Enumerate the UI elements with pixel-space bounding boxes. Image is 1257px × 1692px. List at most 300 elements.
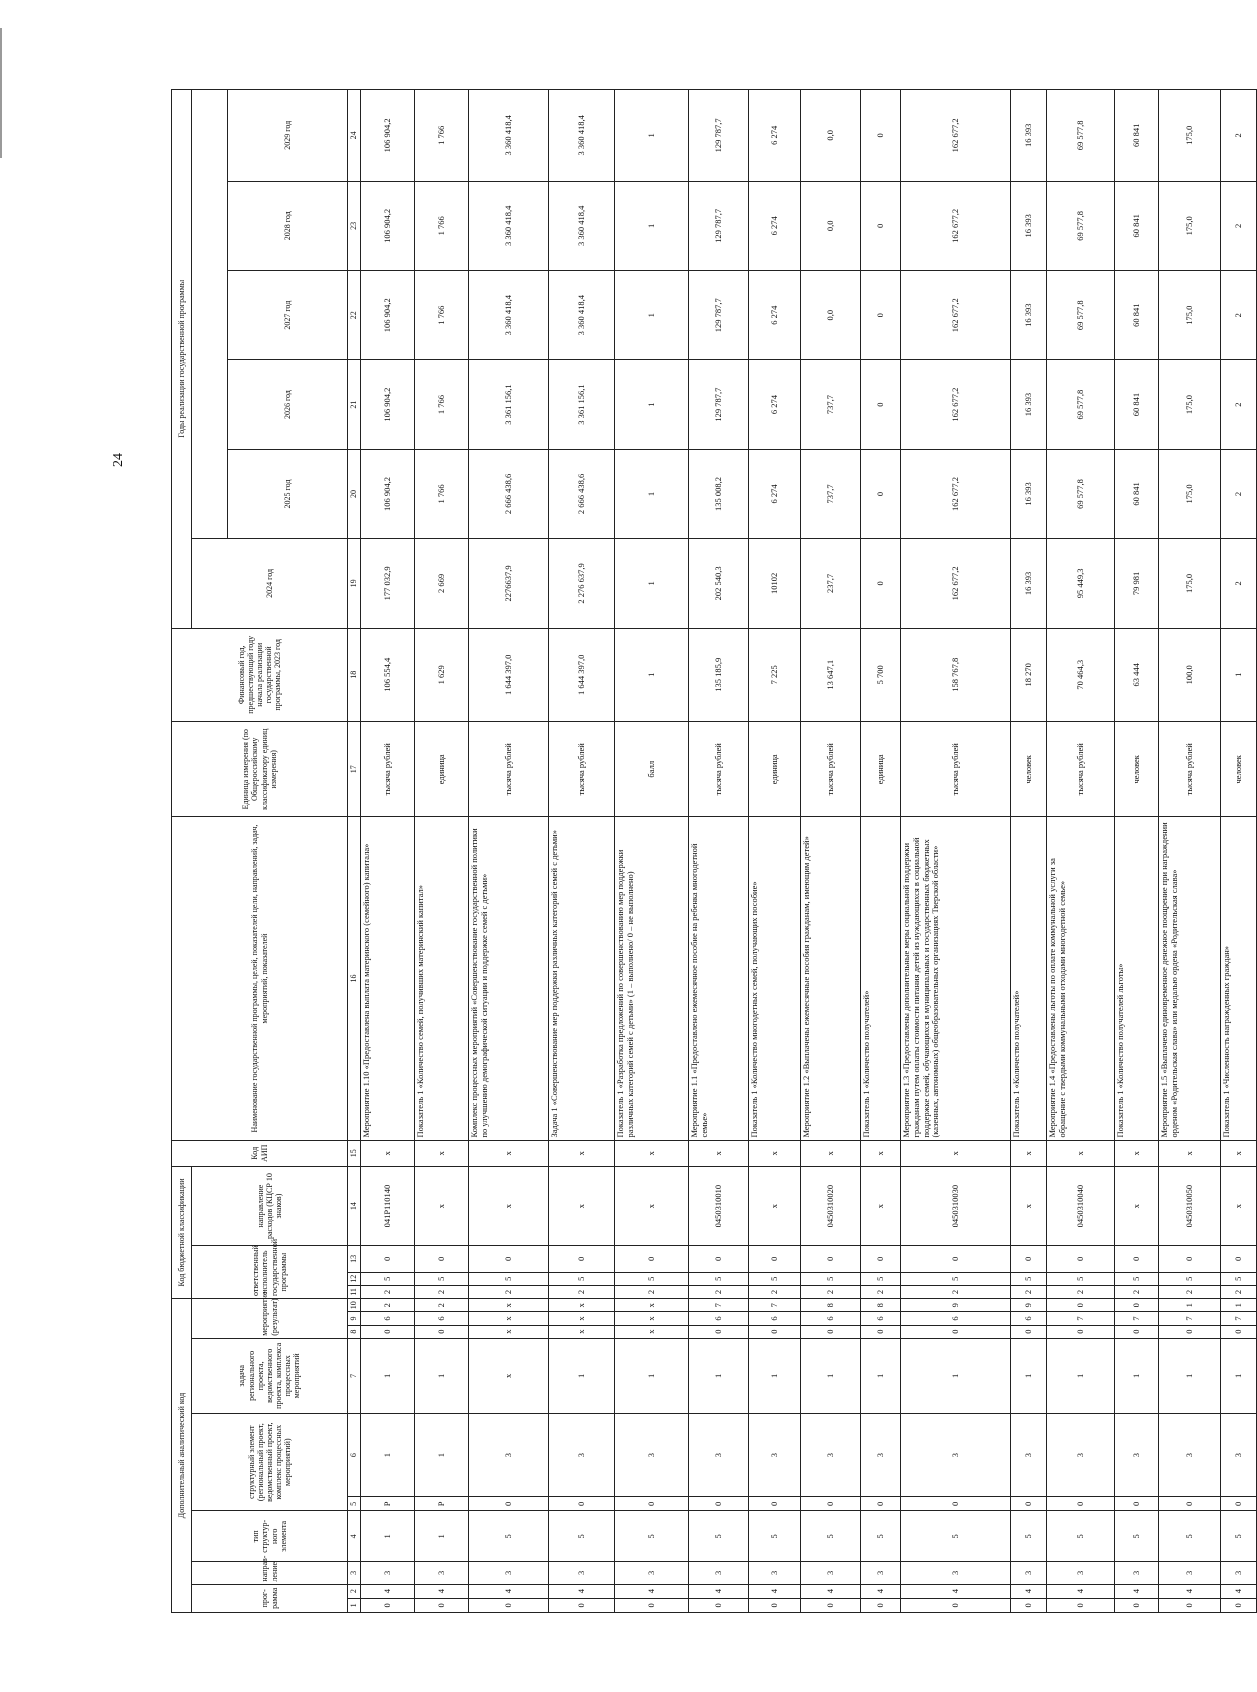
code-cell: 3 (1115, 1562, 1159, 1584)
code-cell: 5 (901, 1272, 1011, 1285)
code-cell: 3 (615, 1562, 689, 1584)
code-cell: 6 (689, 1312, 749, 1325)
row-year-value: 0,0 (801, 90, 861, 182)
row-unit: человек (1221, 722, 1257, 817)
code-cell: 0 (549, 1598, 615, 1612)
code-cell: 0 (1221, 1246, 1257, 1272)
code-cell: 6 (861, 1312, 901, 1325)
code-cell: х (415, 1166, 469, 1245)
code-cell: 5 (861, 1511, 901, 1562)
row-year-value: 3 360 418,4 (549, 181, 615, 270)
code-cell: 0 (901, 1598, 1011, 1612)
code-cell: х (469, 1338, 549, 1413)
code-cell: 0 (469, 1246, 549, 1272)
code-cell: х (469, 1166, 549, 1245)
code-cell: 2 (1047, 1285, 1115, 1298)
code-cell: 0 (361, 1598, 415, 1612)
code-cell: 6 (415, 1312, 469, 1325)
header-structural-element: структурный элемент (региональный проект, ведомственный проект, комплекс процессных мероприятий) (192, 1413, 348, 1511)
code-cell: 4 (689, 1584, 749, 1598)
header-year-2029: 2029 год (228, 90, 348, 182)
code-cell: 0 (1115, 1497, 1159, 1511)
row-year-value: 106 904,2 (361, 90, 415, 182)
code-cell: 2 (415, 1285, 469, 1298)
code-cell: 0 (1047, 1598, 1115, 1612)
code-cell: 0 (549, 1497, 615, 1511)
header-program: прог-рамма (192, 1584, 348, 1612)
code-cell: 5 (361, 1272, 415, 1285)
column-number: 11 (348, 1285, 361, 1298)
column-number: 17 (348, 722, 361, 817)
rotated-page (171, 89, 1243, 1613)
code-cell: 0 (901, 1497, 1011, 1511)
row-name: Показатель 1 «Количество семей, получивших материнский капитал» (415, 817, 469, 1140)
row-year-value: 1 766 (415, 181, 469, 270)
code-cell: 0 (1047, 1497, 1115, 1511)
code-cell: х (1115, 1166, 1159, 1245)
code-cell: 0 (615, 1246, 689, 1272)
code-cell: х (861, 1140, 901, 1166)
code-cell: 0 (801, 1497, 861, 1511)
column-number: 22 (348, 271, 361, 360)
row-unit: тысяча рублей (549, 722, 615, 817)
code-cell: 5 (749, 1272, 801, 1285)
row-year-value: 3 361 156,1 (469, 360, 549, 449)
row-unit: балл (615, 722, 689, 817)
row-year-value: 0,0 (801, 271, 861, 360)
column-number-row (348, 90, 361, 1613)
row-unit: тысяча рублей (901, 722, 1011, 817)
header-year-2028: 2028 год (228, 181, 348, 270)
code-cell: х (1011, 1140, 1047, 1166)
code-cell: х (749, 1166, 801, 1245)
row-year-value: 177 032,9 (361, 539, 415, 628)
row-year-value: 69 577,8 (1047, 360, 1115, 449)
row-year-value: 16 393 (1011, 539, 1047, 628)
code-cell: 0 (1159, 1497, 1221, 1511)
code-cell: 1 (361, 1511, 415, 1562)
code-cell: 0 (749, 1598, 801, 1612)
code-cell: 0 (749, 1246, 801, 1272)
row-name: Мероприятие 1.1 «Предоставлено ежемесячное пособие на ребенка многодетной семье» (689, 817, 749, 1140)
code-cell: 3 (861, 1413, 901, 1496)
column-number: 7 (348, 1338, 361, 1413)
row-year-value: 2 666 438,6 (549, 449, 615, 538)
code-cell: 2 (1159, 1285, 1221, 1298)
code-cell: 1 (361, 1413, 415, 1496)
table-row (1011, 90, 1047, 1613)
row-unit: единица (415, 722, 469, 817)
code-cell: 3 (1047, 1413, 1115, 1496)
row-year-value: 0 (861, 271, 901, 360)
code-cell: 0 (801, 1325, 861, 1338)
row-year-value: 2 (1221, 271, 1257, 360)
code-cell: 1 (901, 1338, 1011, 1413)
code-cell: 5 (549, 1511, 615, 1562)
code-cell: 4 (415, 1584, 469, 1598)
column-number: 13 (348, 1246, 361, 1272)
code-cell: 5 (1047, 1272, 1115, 1285)
header-aip-code: Код АИП (172, 1140, 348, 1166)
row-year-value: 175,0 (1159, 539, 1221, 628)
row-year-value: 0,0 (801, 181, 861, 270)
code-cell: 3 (861, 1562, 901, 1584)
row-year-value: 1 (615, 90, 689, 182)
row-name: Показатель 1 «Количество получателей льготы» (1115, 817, 1159, 1140)
row-name: Показатель 1 «Количество многодетных семей, получающих пособие» (749, 817, 801, 1140)
row-year-value: 16 393 (1011, 271, 1047, 360)
code-cell: х (469, 1312, 549, 1325)
column-number: 9 (348, 1312, 361, 1325)
code-cell: 5 (689, 1511, 749, 1562)
code-cell: 0450310050 (1159, 1166, 1221, 1245)
row-fin-year-value: 158 767,8 (901, 628, 1011, 721)
row-year-value: 0 (861, 181, 901, 270)
code-cell: 1 (549, 1338, 615, 1413)
row-year-value: 16 393 (1011, 449, 1047, 538)
header-budget-code: Код бюджетной классификации (172, 1166, 192, 1298)
code-cell: 0 (469, 1598, 549, 1612)
row-year-value: 2 (1221, 539, 1257, 628)
code-cell: 4 (1115, 1584, 1159, 1598)
code-cell: 5 (1221, 1511, 1257, 1562)
code-cell: х (749, 1140, 801, 1166)
code-cell: 041Р110140 (361, 1166, 415, 1245)
row-fin-year-value: 1 629 (415, 628, 469, 721)
code-cell: 1 (1221, 1299, 1257, 1312)
code-cell: 0 (801, 1246, 861, 1272)
column-number: 19 (348, 539, 361, 628)
code-cell: 0 (415, 1246, 469, 1272)
row-year-value: 69 577,8 (1047, 90, 1115, 182)
row-year-value: 106 904,2 (361, 181, 415, 270)
table-row (549, 90, 615, 1613)
code-cell: 5 (749, 1511, 801, 1562)
code-cell: 0 (1159, 1598, 1221, 1612)
code-cell: 6 (1011, 1312, 1047, 1325)
row-year-value: 2 (1221, 90, 1257, 182)
code-cell: 0 (1011, 1246, 1047, 1272)
row-year-value: 2 666 438,6 (469, 449, 549, 538)
column-number: 12 (348, 1272, 361, 1285)
column-number: 4 (348, 1511, 361, 1562)
row-year-value: 6 274 (749, 181, 801, 270)
header-additional-code: Дополнительный аналитический код (172, 1299, 192, 1613)
code-cell: 0 (1221, 1325, 1257, 1338)
code-cell: 0 (861, 1497, 901, 1511)
code-cell: х (361, 1140, 415, 1166)
table-row (801, 90, 861, 1613)
code-cell: 0 (1115, 1325, 1159, 1338)
row-year-value: 3 360 418,4 (549, 90, 615, 182)
row-unit: тысяча рублей (801, 722, 861, 817)
row-year-value: 129 787,7 (689, 360, 749, 449)
row-year-value: 135 008,2 (689, 449, 749, 538)
header-task: задача регионального проекта, ведомственного проекта, комплекса процессных мероприятий (192, 1338, 348, 1413)
code-cell: х (469, 1299, 549, 1312)
table-row (615, 90, 689, 1613)
row-year-value: 2 276 637,9 (549, 539, 615, 628)
code-cell: 6 (361, 1312, 415, 1325)
code-cell: 0 (689, 1325, 749, 1338)
code-cell: 5 (1159, 1272, 1221, 1285)
table-row (1047, 90, 1115, 1613)
code-cell: 3 (361, 1562, 415, 1584)
code-cell: 0 (801, 1598, 861, 1612)
row-year-value: 1 (615, 181, 689, 270)
code-cell: 0 (1159, 1325, 1221, 1338)
code-cell: 3 (1159, 1562, 1221, 1584)
header-name: Наименование государственной программы, целей, показателей цели, направлений, задач, мероприятий, показателей (172, 817, 348, 1140)
code-cell: 3 (901, 1562, 1011, 1584)
header-direction: направ-ление (192, 1562, 348, 1584)
code-cell: 5 (1115, 1511, 1159, 1562)
row-year-value: 60 841 (1115, 360, 1159, 449)
column-number: 23 (348, 181, 361, 270)
row-unit: тысяча рублей (469, 722, 549, 817)
row-year-value: 3 360 418,4 (549, 271, 615, 360)
code-cell: 3 (1011, 1413, 1047, 1496)
code-cell: 2 (1011, 1285, 1047, 1298)
code-cell: 7 (749, 1299, 801, 1312)
row-unit: единица (861, 722, 901, 817)
column-number: 8 (348, 1325, 361, 1338)
code-cell: х (615, 1140, 689, 1166)
code-cell: 0 (749, 1497, 801, 1511)
row-year-value: 175,0 (1159, 449, 1221, 538)
code-cell: 0 (469, 1497, 549, 1511)
code-cell: 0 (615, 1598, 689, 1612)
code-cell: 0450310040 (1047, 1166, 1115, 1245)
code-cell: х (549, 1166, 615, 1245)
table-row (469, 90, 549, 1613)
table-row (749, 90, 801, 1613)
code-cell: 7 (689, 1299, 749, 1312)
code-cell: х (549, 1299, 615, 1312)
row-unit: тысяча рублей (361, 722, 415, 817)
code-cell: 1 (1047, 1338, 1115, 1413)
header-year-2025: 2025 год (228, 449, 348, 538)
header-fin-year: Финансовый год, предшествующий году начала реализации государственной программы, 2023 год (172, 628, 348, 721)
column-number: 6 (348, 1413, 361, 1496)
row-year-value: 162 677,2 (901, 90, 1011, 182)
code-cell: 0 (1115, 1299, 1159, 1312)
code-cell: 0 (901, 1246, 1011, 1272)
row-unit: тысяча рублей (689, 722, 749, 817)
row-year-value: 1 (615, 271, 689, 360)
row-year-value: 175,0 (1159, 271, 1221, 360)
code-cell: 3 (1221, 1562, 1257, 1584)
header-year-2027: 2027 год (228, 271, 348, 360)
row-year-value: 3 360 418,4 (469, 181, 549, 270)
row-year-value: 0 (861, 539, 901, 628)
code-cell: 1 (801, 1338, 861, 1413)
code-cell: 4 (749, 1584, 801, 1598)
code-cell: 4 (469, 1584, 549, 1598)
code-cell: 3 (1159, 1413, 1221, 1496)
column-number: 14 (348, 1166, 361, 1245)
code-cell: х (861, 1166, 901, 1245)
row-fin-year-value: 63 444 (1115, 628, 1159, 721)
column-number: 21 (348, 360, 361, 449)
code-cell: 0 (1115, 1598, 1159, 1612)
code-cell: 3 (689, 1562, 749, 1584)
code-cell: 9 (901, 1299, 1011, 1312)
row-name: Показатель 1 «Разработка предложений по совершенствованию мер поддержки различных категорий семей с детьми» (1 – выполнено/ 0 – не выполнено) (615, 817, 689, 1140)
row-year-value: 129 787,7 (689, 271, 749, 360)
code-cell: 0 (861, 1598, 901, 1612)
code-cell: 2 (801, 1285, 861, 1298)
code-cell: х (689, 1140, 749, 1166)
header-executor: ответственный исполнитель государственной программы (192, 1246, 348, 1299)
code-cell: 3 (1221, 1413, 1257, 1496)
row-name: Показатель 1 «Количество получателей» (1011, 817, 1047, 1140)
row-year-value: 6 274 (749, 271, 801, 360)
code-cell: 4 (1221, 1584, 1257, 1598)
header-years-spacer (192, 90, 228, 539)
scan-edge-mark-top (0, 28, 2, 158)
code-cell: 3 (1047, 1562, 1115, 1584)
code-cell: 5 (469, 1272, 549, 1285)
row-fin-year-value: 5 700 (861, 628, 901, 721)
code-cell: 2 (361, 1299, 415, 1312)
row-year-value: 1 766 (415, 90, 469, 182)
code-cell: 2 (615, 1285, 689, 1298)
code-cell: х (1011, 1166, 1047, 1245)
code-cell: 2 (415, 1299, 469, 1312)
code-cell: 1 (361, 1338, 415, 1413)
code-cell: 0 (1115, 1246, 1159, 1272)
code-cell: 3 (549, 1562, 615, 1584)
row-year-value: 10102 (749, 539, 801, 628)
code-cell: 0 (1047, 1246, 1115, 1272)
code-cell: 1 (749, 1338, 801, 1413)
code-cell: 1 (415, 1413, 469, 1496)
code-cell: 5 (1011, 1511, 1047, 1562)
code-cell: 4 (549, 1584, 615, 1598)
code-cell: 6 (749, 1312, 801, 1325)
code-cell: 3 (689, 1413, 749, 1496)
code-cell: 4 (901, 1584, 1011, 1598)
row-fin-year-value: 18 270 (1011, 628, 1047, 721)
code-cell: 4 (861, 1584, 901, 1598)
code-cell: х (469, 1140, 549, 1166)
code-cell: х (901, 1140, 1011, 1166)
row-year-value: 95 449,3 (1047, 539, 1115, 628)
row-year-value: 162 677,2 (901, 449, 1011, 538)
code-cell: 2 (549, 1285, 615, 1298)
row-year-value: 1 (615, 449, 689, 538)
row-unit: единица (749, 722, 801, 817)
code-cell: 2 (469, 1285, 549, 1298)
code-cell: 2 (861, 1285, 901, 1298)
code-cell: 8 (801, 1299, 861, 1312)
code-cell: 3 (801, 1562, 861, 1584)
code-cell: 1 (615, 1338, 689, 1413)
code-cell: 0 (1159, 1246, 1221, 1272)
code-cell: 3 (415, 1562, 469, 1584)
row-year-value: 175,0 (1159, 90, 1221, 182)
code-cell: 3 (901, 1413, 1011, 1496)
row-year-value: 60 841 (1115, 271, 1159, 360)
code-cell: 0 (1047, 1325, 1115, 1338)
code-cell: 1 (1011, 1338, 1047, 1413)
page-number: 24 (111, 453, 126, 467)
row-year-value: 162 677,2 (901, 360, 1011, 449)
row-year-value: 3 360 418,4 (469, 271, 549, 360)
code-cell: 0 (1047, 1299, 1115, 1312)
row-name: Показатель 1 «Численность награжденных граждан» (1221, 817, 1257, 1140)
row-year-value: 2276637,9 (469, 539, 549, 628)
code-cell: 0 (689, 1497, 749, 1511)
row-year-value: 2 (1221, 449, 1257, 538)
code-cell: 3 (469, 1413, 549, 1496)
code-cell: 5 (549, 1272, 615, 1285)
column-number: 5 (348, 1497, 361, 1511)
code-cell: х (615, 1325, 689, 1338)
header-expense-direction: направление расходов (КЦСР 10 знаков) (192, 1166, 348, 1245)
code-cell: Р (361, 1497, 415, 1511)
code-cell: 6 (801, 1312, 861, 1325)
code-cell: х (549, 1312, 615, 1325)
row-name: Задача 1 «Совершенствование мер поддержки различных категорий семей с детьми» (549, 817, 615, 1140)
code-cell: 3 (749, 1413, 801, 1496)
row-year-value: 2 (1221, 181, 1257, 270)
row-fin-year-value: 135 185,9 (689, 628, 749, 721)
row-fin-year-value: 1 644 397,0 (469, 628, 549, 721)
row-year-value: 129 787,7 (689, 181, 749, 270)
code-cell: 7 (1115, 1312, 1159, 1325)
code-cell: 7 (1159, 1312, 1221, 1325)
row-year-value: 60 841 (1115, 181, 1159, 270)
code-cell: 2 (1115, 1285, 1159, 1298)
column-number: 24 (348, 90, 361, 182)
code-cell: 2 (749, 1285, 801, 1298)
code-cell: 1 (1159, 1338, 1221, 1413)
row-year-value: 69 577,8 (1047, 449, 1115, 538)
code-cell: х (549, 1140, 615, 1166)
table-body (361, 90, 1257, 1613)
row-fin-year-value: 1 644 397,0 (549, 628, 615, 721)
code-cell: х (1221, 1140, 1257, 1166)
row-year-value: 6 274 (749, 90, 801, 182)
row-year-value: 16 393 (1011, 181, 1047, 270)
rotated-table-container (171, 89, 1243, 1613)
row-year-value: 60 841 (1115, 90, 1159, 182)
code-cell: 1 (689, 1338, 749, 1413)
code-cell: 3 (801, 1413, 861, 1496)
code-cell: 0 (1011, 1598, 1047, 1612)
code-cell: 6 (901, 1312, 1011, 1325)
row-year-value: 175,0 (1159, 181, 1221, 270)
row-year-value: 2 669 (415, 539, 469, 628)
code-cell: 7 (1221, 1312, 1257, 1325)
code-cell: 5 (1159, 1511, 1221, 1562)
code-cell: 0 (615, 1497, 689, 1511)
row-year-value: 0 (861, 449, 901, 538)
code-cell: 7 (1047, 1312, 1115, 1325)
table-row (861, 90, 901, 1613)
table-row (689, 90, 749, 1613)
row-year-value: 737,7 (801, 449, 861, 538)
column-number: 16 (348, 817, 361, 1140)
code-cell: х (1221, 1166, 1257, 1245)
row-name: Мероприятие 1.3 «Предоставлены дополнительные меры социальной поддержки гражданам путем оплаты стоимости питания детей из нуждающихся в социальной поддержке семей, обучающихся в муниципальных и государственных бюджетных (казенных, автономных) общеобразовательных организациях Тверской области» (901, 817, 1011, 1140)
row-year-value: 237,7 (801, 539, 861, 628)
row-fin-year-value: 1 (1221, 628, 1257, 721)
column-number: 20 (348, 449, 361, 538)
code-cell: 0 (749, 1325, 801, 1338)
